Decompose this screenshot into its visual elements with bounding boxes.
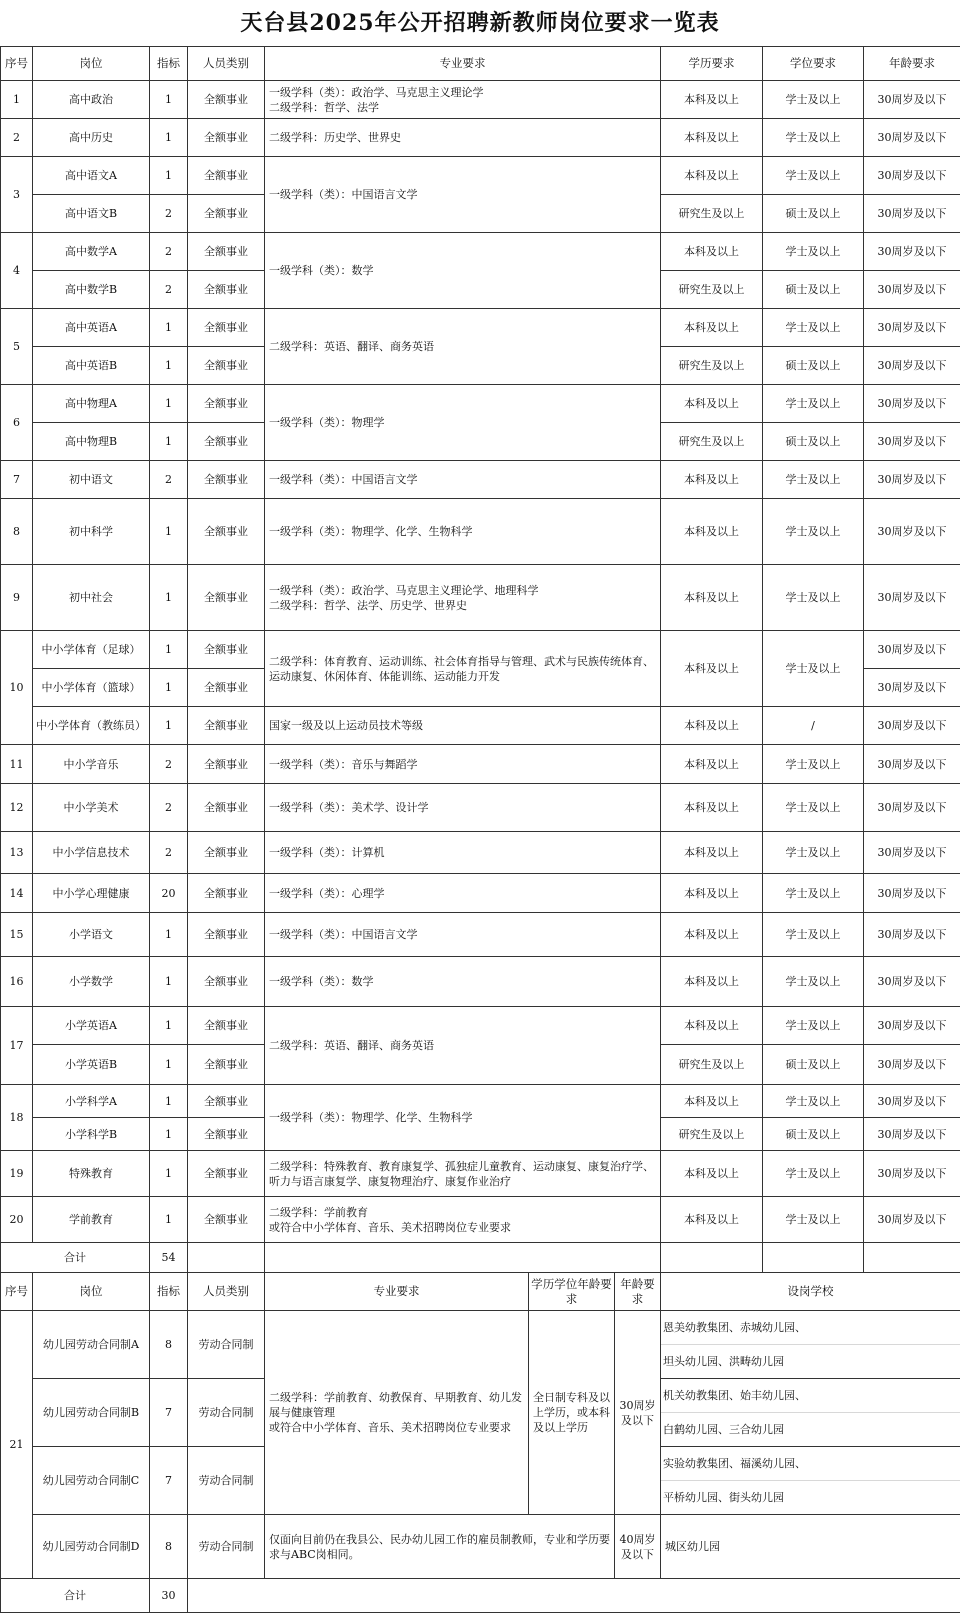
row-type: 全额事业 [188, 233, 265, 271]
row-quota: 2 [150, 271, 188, 309]
row-quota: 1 [150, 631, 188, 669]
row-degree: 学士及以上 [763, 631, 864, 707]
row-major: 一级学科（类）：政治学、马克思主义理论学 二级学科：哲学、法学 [265, 81, 661, 119]
row-major: 一级学科（类）：数学 [265, 957, 661, 1007]
total-row [1, 1243, 960, 1273]
row-type: 全额事业 [188, 565, 265, 631]
row-type: 全额事业 [188, 1045, 265, 1085]
row-schools [661, 1311, 960, 1379]
row-type: 全额事业 [188, 423, 265, 461]
row-edu: 本科及以上 [661, 461, 763, 499]
col-header-major: 专业要求 [265, 1273, 529, 1311]
row-type: 全额事业 [188, 1151, 265, 1197]
row-age: 30周岁及以下 [864, 461, 960, 499]
row-major: 一级学科（类）：政治学、马克思主义理论学、地理科学 二级学科：哲学、法学、历史学、世界史 [265, 565, 661, 631]
row-post: 初中社会 [33, 565, 150, 631]
table-row [1, 1007, 960, 1045]
col-header-age: 年龄要求 [615, 1273, 661, 1311]
row-post: 初中语文 [33, 461, 150, 499]
row-edu: 本科及以上 [661, 499, 763, 565]
row-type: 全额事业 [188, 157, 265, 195]
row-major: 二级学科：历史学、世界史 [265, 119, 661, 157]
row-age: 30周岁及以下 [864, 81, 960, 119]
school-line: 坦头幼儿园、洪畴幼儿园 [661, 1344, 960, 1378]
col-header-schools: 设岗学校 [661, 1273, 960, 1311]
row-post: 高中物理B [33, 423, 150, 461]
table-row [1, 631, 960, 669]
row-degree: 学士及以上 [763, 913, 864, 957]
row-degree: 学士及以上 [763, 957, 864, 1007]
row-type: 劳动合同制 [188, 1515, 265, 1579]
row-type: 全额事业 [188, 1007, 265, 1045]
row-degree: 学士及以上 [763, 119, 864, 157]
row-no: 7 [1, 461, 33, 499]
row-quota: 1 [150, 385, 188, 423]
row-degree: / [763, 707, 864, 745]
row-type: 全额事业 [188, 784, 265, 832]
row-edu: 本科及以上 [661, 1151, 763, 1197]
row-no: 9 [1, 565, 33, 631]
row-age: 30周岁及以下 [864, 1045, 960, 1085]
total-row [1, 1579, 960, 1613]
row-post: 小学数学 [33, 957, 150, 1007]
row-post: 小学英语B [33, 1045, 150, 1085]
row-quota: 2 [150, 195, 188, 233]
row-degree: 硕士及以上 [763, 1045, 864, 1085]
row-quota: 1 [150, 499, 188, 565]
row-quota: 1 [150, 1197, 188, 1243]
row-edu: 本科及以上 [661, 832, 763, 874]
row-quota: 1 [150, 669, 188, 707]
row-age: 40周岁及以下 [615, 1515, 661, 1579]
row-major: 二级学科：学前教育、幼教保育、早期教育、幼儿发展与健康管理 或符合中小学体育、音乐、美术招聘岗位专业要求 [265, 1311, 529, 1515]
total-value: 54 [150, 1243, 188, 1273]
row-quota: 2 [150, 745, 188, 784]
row-edu: 研究生及以上 [661, 271, 763, 309]
row-edu: 本科及以上 [661, 1007, 763, 1045]
row-major: 一级学科（类）：心理学 [265, 874, 661, 913]
row-edu: 本科及以上 [661, 631, 763, 707]
table-row [1, 1515, 960, 1579]
table-row [1, 461, 960, 499]
row-degree: 学士及以上 [763, 745, 864, 784]
row-major: 一级学科（类）：物理学、化学、生物科学 [265, 1085, 661, 1151]
row-quota: 8 [150, 1311, 188, 1379]
row-post: 高中政治 [33, 81, 150, 119]
row-post: 中小学音乐 [33, 745, 150, 784]
row-edu: 研究生及以上 [661, 423, 763, 461]
row-post: 幼儿园劳动合同制C [33, 1447, 150, 1515]
row-edu: 本科及以上 [661, 81, 763, 119]
row-edu: 本科及以上 [661, 745, 763, 784]
row-edu: 本科及以上 [661, 784, 763, 832]
row-type: 全额事业 [188, 669, 265, 707]
table-row [1, 1151, 960, 1197]
row-edu: 本科及以上 [661, 157, 763, 195]
table-row [1, 81, 960, 119]
row-no: 3 [1, 157, 33, 233]
col-header-no: 序号 [1, 1273, 33, 1311]
row-type: 劳动合同制 [188, 1447, 265, 1515]
row-type: 全额事业 [188, 271, 265, 309]
table-row [1, 832, 960, 874]
row-edu: 本科及以上 [661, 957, 763, 1007]
table-row [1, 1085, 960, 1118]
row-type: 全额事业 [188, 461, 265, 499]
row-degree: 硕士及以上 [763, 1118, 864, 1151]
row-age: 30周岁及以下 [864, 1197, 960, 1243]
row-age: 30周岁及以下 [864, 157, 960, 195]
row-no: 5 [1, 309, 33, 385]
row-degree: 学士及以上 [763, 1007, 864, 1045]
table-row [1, 499, 960, 565]
row-degree: 学士及以上 [763, 565, 864, 631]
row-degree: 学士及以上 [763, 499, 864, 565]
row-edu: 研究生及以上 [661, 195, 763, 233]
table-row [1, 1197, 960, 1243]
row-quota: 1 [150, 1085, 188, 1118]
row-quota: 1 [150, 1151, 188, 1197]
table-row [1, 707, 960, 745]
row-major: 一级学科（类）：计算机 [265, 832, 661, 874]
row-major: 二级学科：体育教育、运动训练、社会体育指导与管理、武术与民族传统体育、运动康复、休闲体育、体能训练、运动能力开发 [265, 631, 661, 707]
row-quota: 1 [150, 913, 188, 957]
table-row [1, 233, 960, 271]
row-no: 11 [1, 745, 33, 784]
row-post: 初中科学 [33, 499, 150, 565]
row-no: 10 [1, 631, 33, 745]
table-row [1, 385, 960, 423]
school-line: 机关幼教集团、始丰幼儿园、 [661, 1379, 960, 1412]
row-quota: 1 [150, 347, 188, 385]
row-age: 30周岁及以下 [864, 233, 960, 271]
row-major: 一级学科（类）：物理学、化学、生物科学 [265, 499, 661, 565]
row-degree: 学士及以上 [763, 461, 864, 499]
table-row [1, 745, 960, 784]
row-quota: 1 [150, 1045, 188, 1085]
row-type: 全额事业 [188, 1197, 265, 1243]
row-type: 全额事业 [188, 874, 265, 913]
row-edu: 本科及以上 [661, 707, 763, 745]
row-age: 30周岁及以下 [864, 707, 960, 745]
table-header-row [1, 47, 960, 81]
row-post: 学前教育 [33, 1197, 150, 1243]
table-row [1, 957, 960, 1007]
row-schools [661, 1379, 960, 1447]
row-degree: 硕士及以上 [763, 423, 864, 461]
table-row [1, 1311, 960, 1379]
row-post: 高中英语A [33, 309, 150, 347]
col-header-post: 岗位 [33, 47, 150, 81]
school-line: 白鹤幼儿园、三合幼儿园 [661, 1412, 960, 1446]
row-major: 二级学科：英语、翻译、商务英语 [265, 309, 661, 385]
col-header-post: 岗位 [33, 1273, 150, 1311]
row-post: 中小学体育（足球） [33, 631, 150, 669]
row-age: 30周岁及以下 [864, 119, 960, 157]
row-edu: 本科及以上 [661, 913, 763, 957]
row-quota: 1 [150, 707, 188, 745]
row-no: 20 [1, 1197, 33, 1243]
row-type: 全额事业 [188, 499, 265, 565]
row-major: 国家一级及以上运动员技术等级 [265, 707, 661, 745]
row-age: 30周岁及以下 [864, 1007, 960, 1045]
row-no: 8 [1, 499, 33, 565]
row-type: 全额事业 [188, 832, 265, 874]
row-edu: 研究生及以上 [661, 1045, 763, 1085]
row-post: 特殊教育 [33, 1151, 150, 1197]
row-age: 30周岁及以下 [864, 913, 960, 957]
row-major: 一级学科（类）：中国语言文学 [265, 157, 661, 233]
row-post: 小学科学B [33, 1118, 150, 1151]
row-type: 全额事业 [188, 631, 265, 669]
row-post: 高中语文A [33, 157, 150, 195]
row-post: 中小学体育（教练员） [33, 707, 150, 745]
row-type: 全额事业 [188, 119, 265, 157]
row-age: 30周岁及以下 [864, 784, 960, 832]
row-age: 30周岁及以下 [864, 499, 960, 565]
row-quota: 1 [150, 309, 188, 347]
row-degree: 学士及以上 [763, 784, 864, 832]
row-degree: 学士及以上 [763, 1151, 864, 1197]
row-age: 30周岁及以下 [864, 309, 960, 347]
row-quota: 1 [150, 81, 188, 119]
row-quota: 20 [150, 874, 188, 913]
row-quota: 1 [150, 1007, 188, 1045]
row-no: 19 [1, 1151, 33, 1197]
row-quota: 2 [150, 233, 188, 271]
table-row [1, 874, 960, 913]
row-degree: 学士及以上 [763, 385, 864, 423]
row-post: 小学英语A [33, 1007, 150, 1045]
row-post: 中小学体育（篮球） [33, 669, 150, 707]
row-major: 一级学科（类）：美术学、设计学 [265, 784, 661, 832]
row-post: 高中数学B [33, 271, 150, 309]
row-degree: 硕士及以上 [763, 271, 864, 309]
row-type: 全额事业 [188, 913, 265, 957]
row-degree: 学士及以上 [763, 874, 864, 913]
row-age: 30周岁及以下 [864, 874, 960, 913]
row-no: 17 [1, 1007, 33, 1085]
row-no: 18 [1, 1085, 33, 1151]
row-post: 小学科学A [33, 1085, 150, 1118]
row-age: 30周岁及以下 [864, 195, 960, 233]
row-major: 二级学科：英语、翻译、商务英语 [265, 1007, 661, 1085]
row-major: 一级学科（类）：中国语言文学 [265, 913, 661, 957]
row-edu: 本科及以上 [661, 1085, 763, 1118]
row-edu: 全日制专科及以上学历，或本科及以上学历 [529, 1311, 615, 1515]
row-age: 30周岁及以下 [864, 631, 960, 669]
col-header-degree: 学位要求 [763, 47, 864, 81]
row-post: 高中物理A [33, 385, 150, 423]
row-post: 高中语文B [33, 195, 150, 233]
row-type: 全额事业 [188, 195, 265, 233]
kindergarten-table [0, 1272, 960, 1613]
row-type: 全额事业 [188, 81, 265, 119]
row-schools [661, 1447, 960, 1515]
row-degree: 学士及以上 [763, 832, 864, 874]
row-type: 劳动合同制 [188, 1311, 265, 1379]
row-quota: 1 [150, 119, 188, 157]
row-age: 30周岁及以下 [864, 347, 960, 385]
row-degree: 学士及以上 [763, 1085, 864, 1118]
total-label: 合计 [1, 1579, 150, 1613]
row-quota: 7 [150, 1379, 188, 1447]
row-schools: 城区幼儿园 [661, 1515, 960, 1579]
row-no: 2 [1, 119, 33, 157]
row-age: 30周岁及以下 [864, 1151, 960, 1197]
row-major: 仅面向目前仍在我县公、民办幼儿园工作的雇员制教师，专业和学历要求与ABC岗相同。 [265, 1515, 615, 1579]
row-age: 30周岁及以下 [864, 423, 960, 461]
row-quota: 8 [150, 1515, 188, 1579]
row-no: 4 [1, 233, 33, 309]
row-edu: 本科及以上 [661, 309, 763, 347]
table-row [1, 119, 960, 157]
row-post: 幼儿园劳动合同制A [33, 1311, 150, 1379]
row-major: 二级学科：学前教育 或符合中小学体育、音乐、美术招聘岗位专业要求 [265, 1197, 661, 1243]
row-post: 高中数学A [33, 233, 150, 271]
col-header-quota: 指标 [150, 1273, 188, 1311]
row-type: 全额事业 [188, 957, 265, 1007]
table-row [1, 784, 960, 832]
row-type: 全额事业 [188, 1085, 265, 1118]
row-age: 30周岁及以下 [864, 1085, 960, 1118]
col-header-edu: 学历要求 [661, 47, 763, 81]
school-line: 平桥幼儿园、街头幼儿园 [661, 1480, 960, 1514]
table-header-row [1, 1273, 960, 1311]
row-age: 30周岁及以下 [864, 1118, 960, 1151]
row-edu: 本科及以上 [661, 233, 763, 271]
recruitment-table [0, 46, 960, 1273]
row-quota: 2 [150, 832, 188, 874]
col-header-type: 人员类别 [188, 47, 265, 81]
row-no: 16 [1, 957, 33, 1007]
row-edu: 本科及以上 [661, 1197, 763, 1243]
row-no: 13 [1, 832, 33, 874]
row-quota: 2 [150, 461, 188, 499]
row-no: 21 [1, 1311, 33, 1579]
row-degree: 学士及以上 [763, 1197, 864, 1243]
row-degree: 硕士及以上 [763, 195, 864, 233]
row-post: 中小学心理健康 [33, 874, 150, 913]
row-type: 全额事业 [188, 347, 265, 385]
row-degree: 学士及以上 [763, 157, 864, 195]
col-header-quota: 指标 [150, 47, 188, 81]
row-no: 15 [1, 913, 33, 957]
row-type: 全额事业 [188, 745, 265, 784]
row-quota: 1 [150, 1118, 188, 1151]
row-edu: 本科及以上 [661, 565, 763, 631]
total-value: 30 [150, 1579, 188, 1613]
row-degree: 学士及以上 [763, 233, 864, 271]
row-age: 30周岁及以下 [615, 1311, 661, 1515]
row-quota: 1 [150, 957, 188, 1007]
row-no: 14 [1, 874, 33, 913]
col-header-major: 专业要求 [265, 47, 661, 81]
school-line: 实验幼教集团、福溪幼儿园、 [661, 1447, 960, 1480]
row-post: 中小学信息技术 [33, 832, 150, 874]
school-line: 恩美幼教集团、赤城幼儿园、 [661, 1311, 960, 1344]
row-major: 二级学科：特殊教育、教育康复学、孤独症儿童教育、运动康复、康复治疗学、听力与语言康复学、康复物理治疗、康复作业治疗 [265, 1151, 661, 1197]
row-age: 30周岁及以下 [864, 832, 960, 874]
row-major: 一级学科（类）：中国语言文学 [265, 461, 661, 499]
row-type: 全额事业 [188, 309, 265, 347]
row-edu: 本科及以上 [661, 874, 763, 913]
row-type: 全额事业 [188, 385, 265, 423]
row-post: 高中历史 [33, 119, 150, 157]
col-header-type: 人员类别 [188, 1273, 265, 1311]
row-age: 30周岁及以下 [864, 669, 960, 707]
row-type: 全额事业 [188, 707, 265, 745]
row-major: 一级学科（类）：音乐与舞蹈学 [265, 745, 661, 784]
row-age: 30周岁及以下 [864, 271, 960, 309]
col-header-age: 年龄要求 [864, 47, 960, 81]
table-row [1, 913, 960, 957]
row-edu: 本科及以上 [661, 385, 763, 423]
row-major: 一级学科（类）：数学 [265, 233, 661, 309]
row-quota: 2 [150, 784, 188, 832]
row-no: 12 [1, 784, 33, 832]
row-no: 6 [1, 385, 33, 461]
row-degree: 学士及以上 [763, 81, 864, 119]
table-row [1, 565, 960, 631]
total-label: 合计 [1, 1243, 150, 1273]
row-quota: 7 [150, 1447, 188, 1515]
row-post: 中小学美术 [33, 784, 150, 832]
row-age: 30周岁及以下 [864, 565, 960, 631]
row-edu: 本科及以上 [661, 119, 763, 157]
row-quota: 1 [150, 423, 188, 461]
row-post: 幼儿园劳动合同制B [33, 1379, 150, 1447]
row-age: 30周岁及以下 [864, 957, 960, 1007]
row-age: 30周岁及以下 [864, 385, 960, 423]
page-title: 天台县2025年公开招聘新教师岗位要求一览表 [0, 0, 960, 46]
row-post: 幼儿园劳动合同制D [33, 1515, 150, 1579]
row-degree: 学士及以上 [763, 309, 864, 347]
row-age: 30周岁及以下 [864, 745, 960, 784]
row-no: 1 [1, 81, 33, 119]
row-quota: 1 [150, 565, 188, 631]
col-header-no: 序号 [1, 47, 33, 81]
row-type: 全额事业 [188, 1118, 265, 1151]
col-header-edu-degree-age: 学历学位年龄要求 [529, 1273, 615, 1311]
row-edu: 研究生及以上 [661, 1118, 763, 1151]
row-type: 劳动合同制 [188, 1379, 265, 1447]
row-major: 一级学科（类）：物理学 [265, 385, 661, 461]
row-quota: 1 [150, 157, 188, 195]
row-degree: 硕士及以上 [763, 347, 864, 385]
row-edu: 研究生及以上 [661, 347, 763, 385]
table-row [1, 157, 960, 195]
table-row [1, 309, 960, 347]
row-post: 小学语文 [33, 913, 150, 957]
row-post: 高中英语B [33, 347, 150, 385]
